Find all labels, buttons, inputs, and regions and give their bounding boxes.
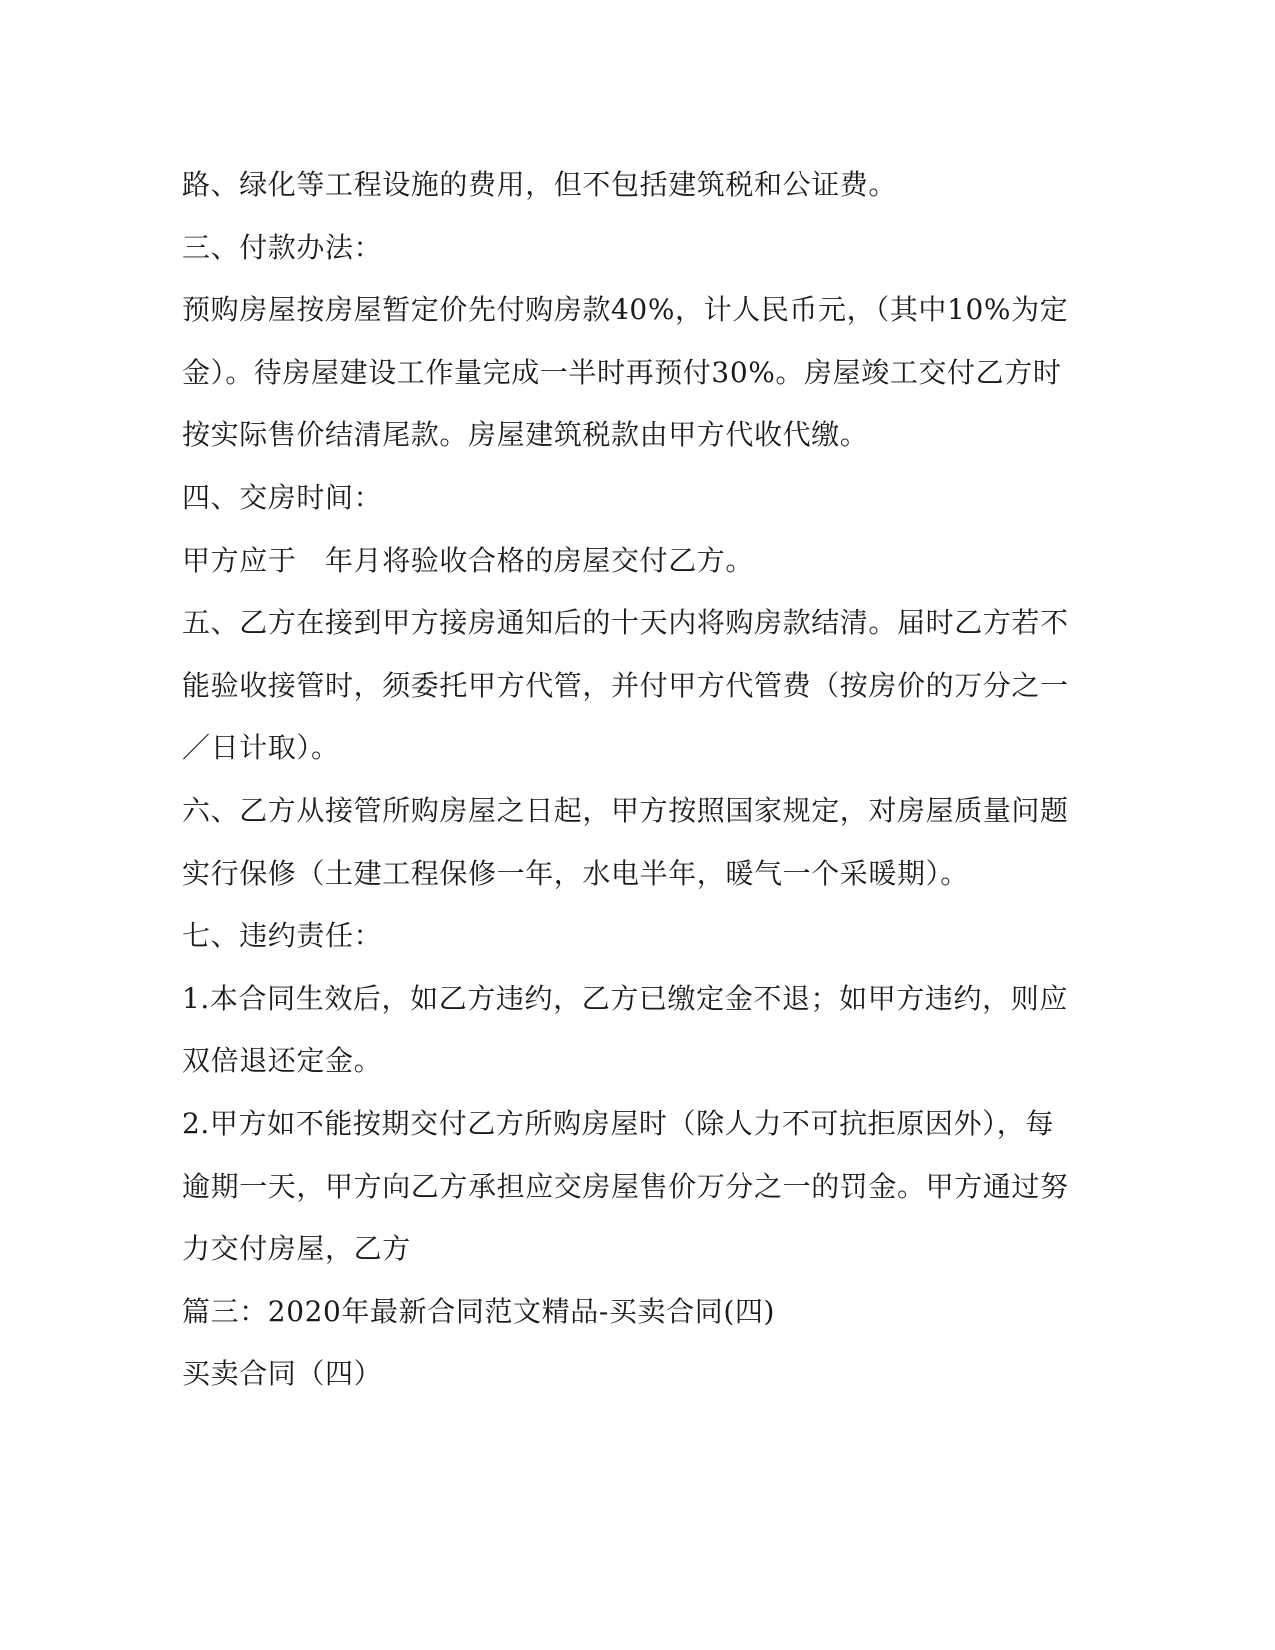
text-line: 五、乙方在接到甲方接房通知后的十天内将购房款结清。届时乙方若不 — [182, 606, 1069, 640]
text-line: 实行保修（土建工程保修一年，水电半年，暖气一个采暖期）。 — [182, 856, 969, 890]
text-line: 按实际售价结清尾款。房屋建筑税款由甲方代收代缴。 — [182, 418, 869, 452]
text-line: 预购房屋按房屋暂定价先付购房款40%，计人民币元，（其中10%为定 — [182, 293, 1069, 327]
text-line: 六、乙方从接管所购房屋之日起，甲方按照国家规定，对房屋质量问题 — [182, 793, 1069, 827]
section-heading: 四、交房时间： — [182, 480, 383, 514]
text-line: 双倍退还定金。 — [182, 1044, 383, 1078]
text-line: 能验收接管时，须委托甲方代管，并付甲方代管费（按房价的万分之一 — [182, 668, 1069, 702]
text-line: 1.本合同生效后，如乙方违约，乙方已缴定金不退；如甲方违约，则应 — [182, 981, 1068, 1015]
text-line: 金）。待房屋建设工作量完成一半时再预付30%。房屋竣工交付乙方时 — [182, 355, 1062, 389]
text-line: 2.甲方如不能按期交付乙方所购房屋时（除人力不可抗拒原因外），每 — [182, 1106, 1054, 1140]
contract-title: 买卖合同（四） — [182, 1357, 383, 1391]
text-line: 甲方应于 年月将验收合格的房屋交付乙方。 — [182, 543, 755, 577]
text-line: 逾期一天，甲方向乙方承担应交房屋售价万分之一的罚金。甲方通过努 — [182, 1169, 1069, 1203]
text-line: ／日计取）。 — [182, 731, 340, 765]
section-heading: 三、付款办法： — [182, 230, 383, 264]
section-heading: 七、违约责任： — [182, 919, 383, 953]
text-line: 力交付房屋，乙方 — [182, 1232, 411, 1266]
document-body — [182, 154, 1092, 1406]
article-title: 篇三：2020年最新合同范文精品-买卖合同(四) — [182, 1294, 775, 1328]
text-line: 路、绿化等工程设施的费用，但不包括建筑税和公证费。 — [182, 168, 898, 201]
